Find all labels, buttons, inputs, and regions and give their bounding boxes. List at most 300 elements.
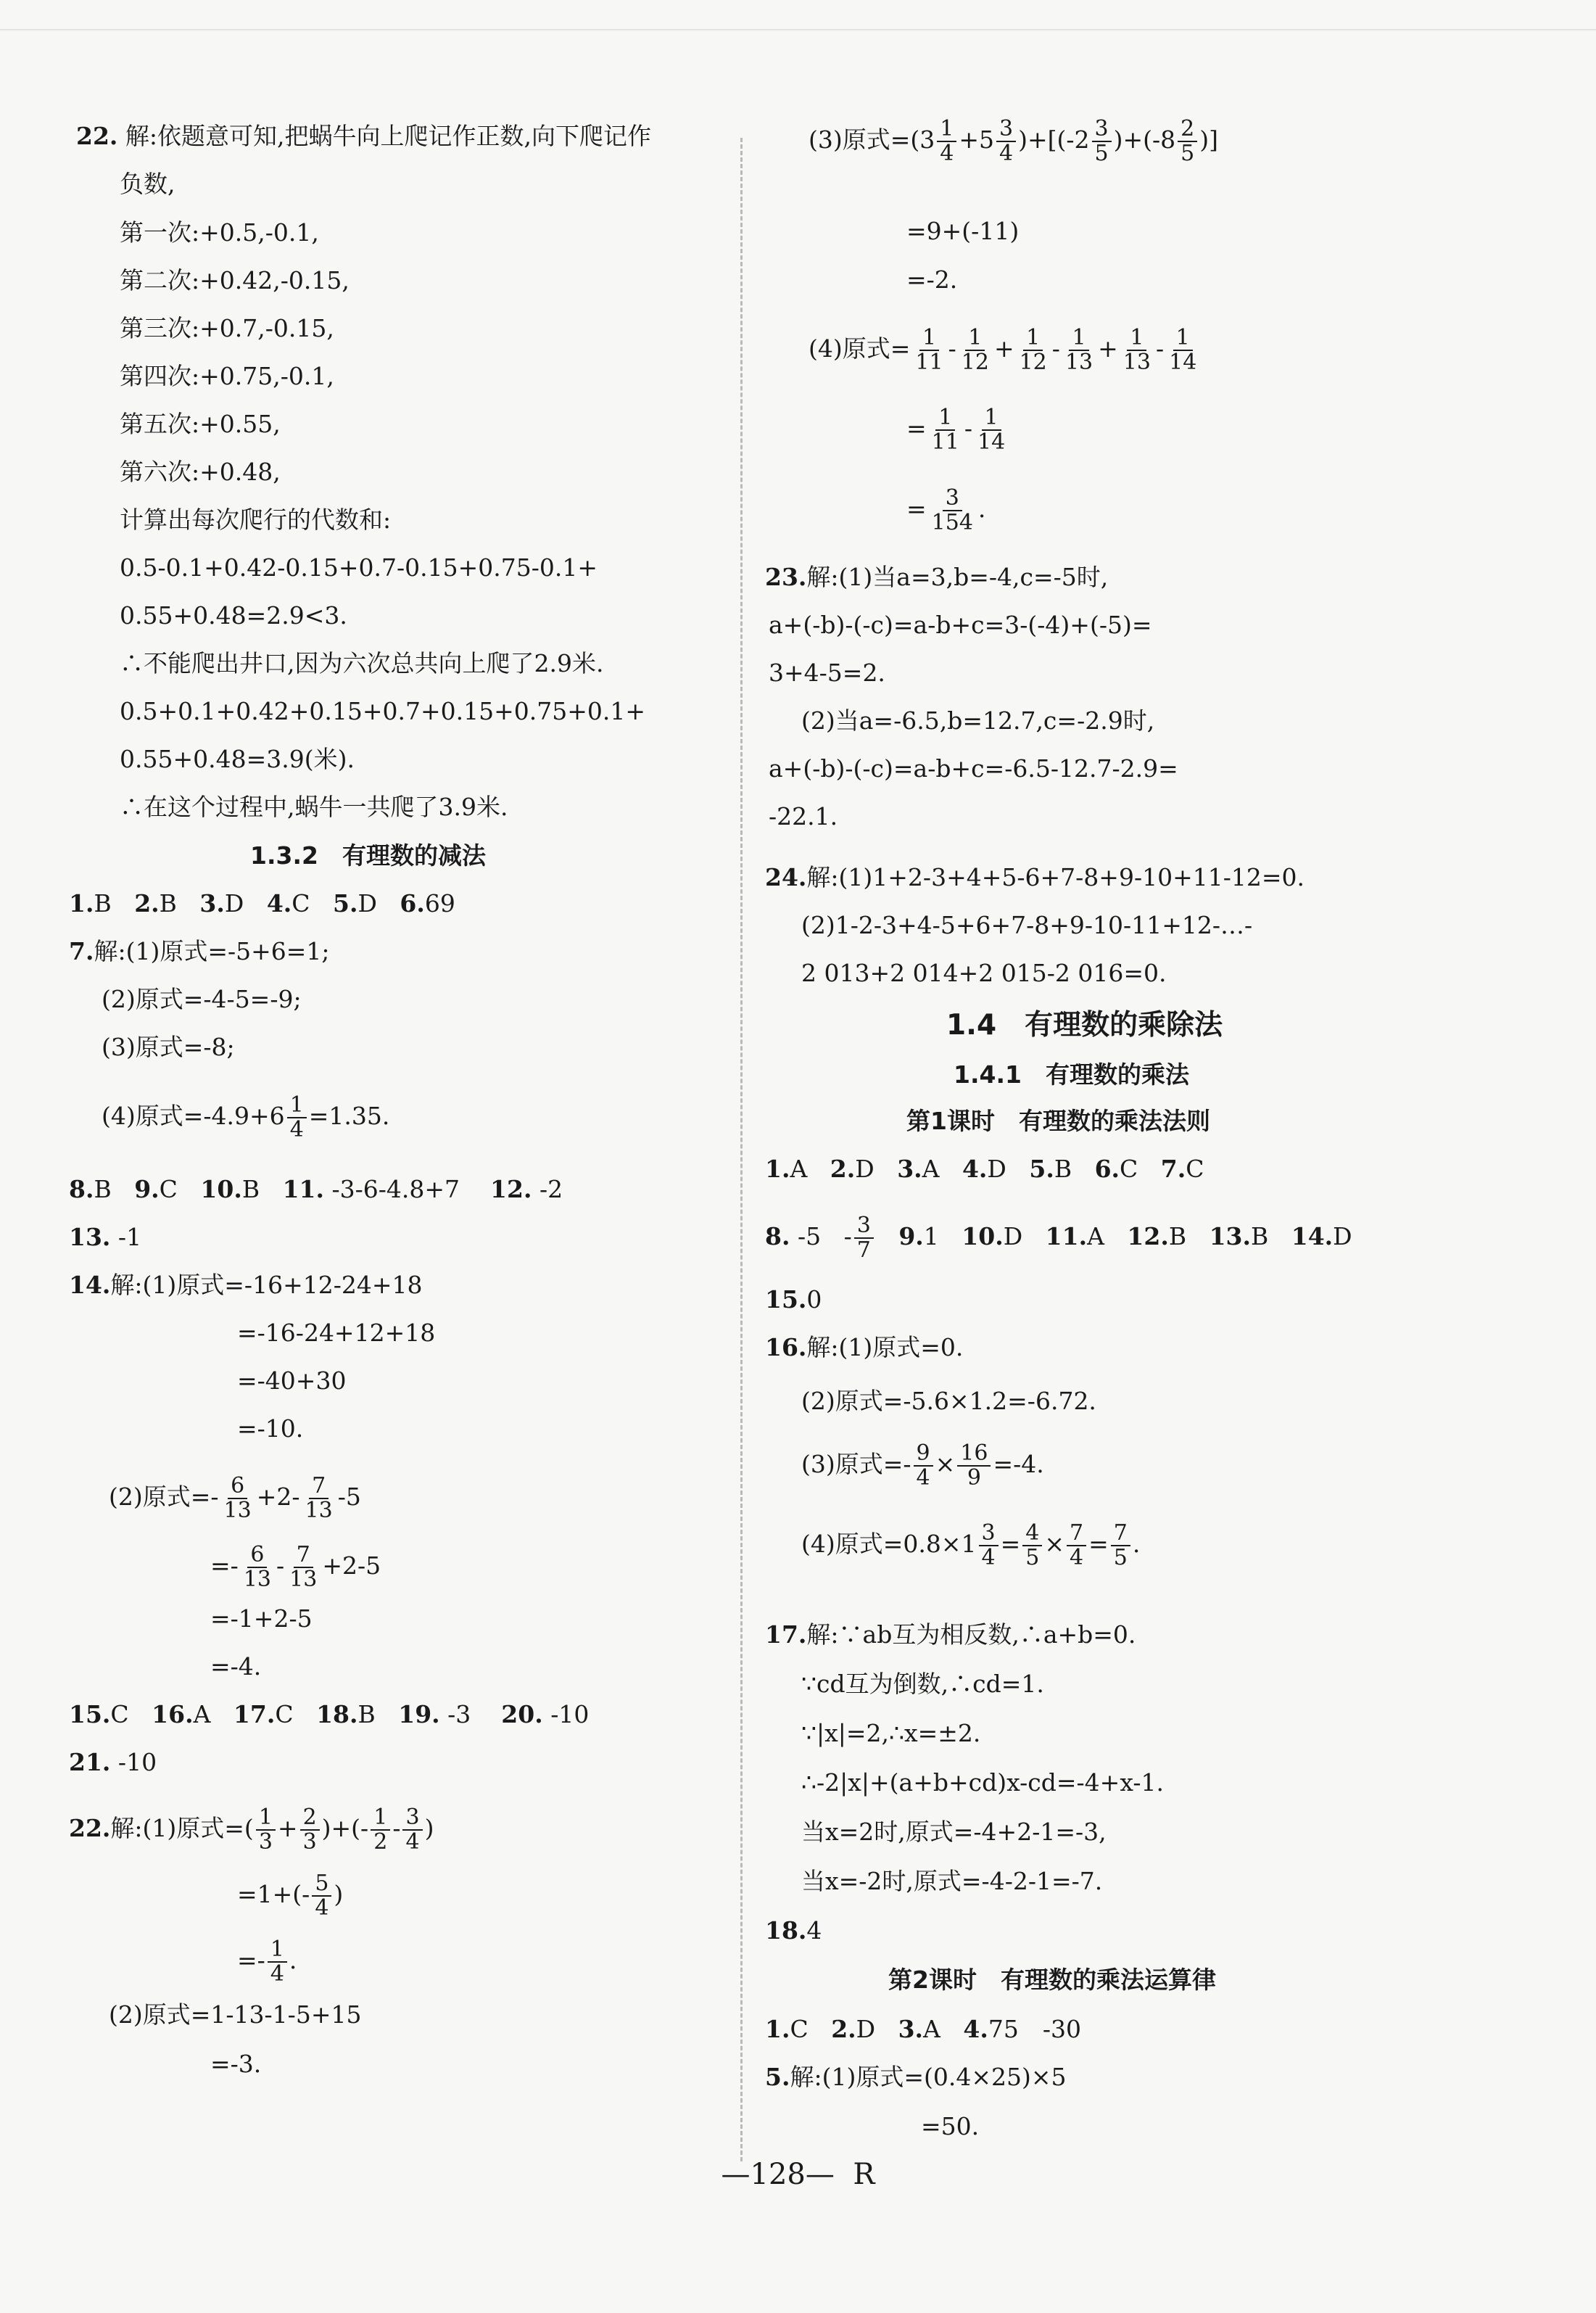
q7-line3: (3)原式=-8;	[102, 1033, 235, 1061]
denominator: 5	[1181, 141, 1195, 166]
denominator: 4	[1070, 1545, 1084, 1570]
denominator: 3	[302, 1829, 317, 1855]
lesson-2-heading: 第2课时 有理数的乘法运算律	[888, 1966, 1216, 1994]
text: =	[906, 495, 927, 523]
text: +2-5	[322, 1551, 381, 1580]
q22-line: 计算出每次爬行的代数和:	[120, 506, 392, 534]
q14-line3: =-40+30	[237, 1366, 347, 1395]
numerator: 7	[1067, 1522, 1086, 1546]
denominator: 5	[1094, 141, 1109, 166]
operator: -	[948, 334, 956, 363]
numerator: 1	[919, 326, 939, 351]
text: =	[1088, 1530, 1109, 1558]
answer: D	[855, 1155, 875, 1183]
numerator: 1	[287, 1094, 307, 1118]
operator: +	[1098, 334, 1118, 363]
numerator: 5	[312, 1872, 331, 1897]
q22-line: 0.55+0.48=3.9(米).	[120, 745, 355, 773]
text: 解:(1)原式=-16+12-24+18	[110, 1271, 423, 1299]
denominator: 11	[931, 429, 959, 455]
q-number: 17.	[765, 1620, 807, 1649]
answers-1-6	[69, 889, 455, 918]
denominator: 2	[373, 1829, 388, 1855]
q-number: 13.	[1209, 1222, 1251, 1250]
q23-line6: -22.1.	[769, 802, 838, 830]
q22-intro	[76, 122, 651, 151]
q22-line: 第六次:+0.48,	[120, 458, 281, 486]
text: )+[(-2	[1018, 125, 1090, 154]
answer: B	[241, 1175, 260, 1203]
fraction	[302, 1475, 336, 1522]
q-number: 22.	[76, 122, 118, 150]
q7-line2: (2)原式=-4-5=-9;	[102, 985, 302, 1013]
fraction	[268, 1938, 287, 1986]
fraction	[959, 326, 992, 374]
fraction	[371, 1806, 390, 1854]
text: (2)原式=-	[109, 1483, 219, 1511]
operator: -	[964, 414, 972, 442]
answer: C	[790, 2015, 809, 2043]
q23-line3: 3+4-5=2.	[769, 659, 885, 687]
answers-1-7	[765, 1155, 1204, 1184]
text: 解:(1)1+2-3+4+5-6+7-8+9-10+11-12=0.	[806, 863, 1305, 891]
answer: -2	[539, 1175, 563, 1203]
fraction	[929, 487, 976, 535]
q-number: 16.	[765, 1333, 807, 1361]
q22-line: 0.5+0.1+0.42+0.15+0.7+0.15+0.75+0.1+	[120, 697, 646, 725]
text: =	[1000, 1530, 1021, 1558]
answer-sign: -	[843, 1222, 852, 1250]
q7-line4	[102, 1094, 389, 1142]
fraction	[312, 1872, 331, 1920]
q-number: 8.	[765, 1222, 790, 1250]
q24-line3: 2 013+2 014+2 015-2 016=0.	[801, 959, 1167, 987]
q-number: 15.	[765, 1285, 807, 1314]
text: -	[392, 1814, 401, 1842]
answer: D	[1333, 1222, 1352, 1250]
denominator: 3	[258, 1829, 273, 1855]
denominator: 5	[1113, 1545, 1128, 1570]
answers-15-20	[69, 1700, 589, 1729]
text: (4)原式=	[809, 334, 911, 363]
text: (4)原式=0.8×1	[801, 1530, 977, 1558]
q22b-line4: (2)原式=1-13-1-5+15	[109, 2000, 362, 2029]
answer: C	[159, 1175, 178, 1203]
answer: D	[224, 889, 244, 918]
p3-line1	[809, 117, 1218, 165]
numerator: 2	[1178, 117, 1197, 142]
q14-line7: =-1+2-5	[210, 1604, 313, 1633]
denominator: 13	[305, 1498, 333, 1523]
q-number: 21.	[69, 1748, 111, 1776]
q-number: 14.	[1291, 1222, 1334, 1250]
fraction	[1017, 326, 1050, 374]
fraction	[402, 1806, 422, 1854]
q23-line1	[765, 563, 1108, 592]
answer: A	[193, 1700, 211, 1728]
q14-line1	[69, 1271, 423, 1300]
q-number: 14.	[69, 1271, 111, 1299]
page-number: 128	[750, 2158, 806, 2191]
fraction	[929, 406, 962, 454]
q16-line1	[765, 1333, 963, 1362]
fraction	[975, 406, 1008, 454]
q23-line4: (2)当a=-6.5,b=12.7,c=-2.9时,	[801, 706, 1155, 735]
q-number: 5.	[765, 2063, 790, 2091]
text: 解:(1)当a=3,b=-4,c=-5时,	[806, 563, 1109, 591]
q22-intro2: 负数,	[120, 170, 175, 198]
q-number: 3.	[898, 2015, 924, 2043]
q22-line: 第三次:+0.7,-0.15,	[120, 314, 334, 342]
answer: B	[1168, 1222, 1187, 1250]
answer: 1	[923, 1222, 939, 1250]
answer: C	[110, 1700, 129, 1728]
text: -5	[337, 1483, 361, 1511]
q-number: 3.	[897, 1155, 922, 1183]
numerator: 6	[247, 1543, 267, 1568]
q22-line: 第二次:+0.42,-0.15,	[120, 266, 350, 294]
q14-line5	[109, 1475, 361, 1522]
q24-line1	[765, 863, 1304, 892]
numerator: 3	[854, 1214, 874, 1239]
q-number: 2.	[831, 2015, 856, 2043]
answer: 75 -30	[988, 2015, 1081, 2043]
text: )	[334, 1880, 344, 1908]
operator: -	[1155, 334, 1165, 363]
text: =-	[210, 1551, 239, 1580]
q16-line2: (2)原式=-5.6×1.2=-6.72.	[801, 1387, 1096, 1415]
section-heading-1-4: 1.4 有理数的乘除法	[946, 1009, 1223, 1042]
answer: -5	[797, 1222, 822, 1250]
q22-line: 第一次:+0.5,-0.1,	[120, 218, 319, 247]
text: .	[289, 1946, 297, 1974]
answer: D	[1003, 1222, 1023, 1250]
answer: B	[1250, 1222, 1269, 1250]
q17-line3: ∵|x|=2,∴x=±2.	[801, 1719, 981, 1747]
fraction	[996, 117, 1016, 165]
answer: -3	[447, 1700, 471, 1728]
q22-line: 0.5-0.1+0.42-0.15+0.7-0.15+0.75-0.1+	[120, 553, 598, 582]
answer: B	[94, 889, 112, 918]
text: )	[424, 1814, 434, 1842]
q14-line8: =-4.	[210, 1652, 262, 1681]
denominator: 13	[1064, 350, 1093, 375]
q14-line2: =-16-24+12+18	[237, 1319, 436, 1347]
q23-line5: a+(-b)-(-c)=a-b+c=-6.5-12.7-2.9=	[769, 754, 1178, 783]
answer: C	[1120, 1155, 1138, 1183]
q7-line1	[69, 937, 330, 966]
fraction	[1120, 326, 1154, 374]
q14-line4: =-10.	[237, 1414, 304, 1443]
q-number: 22.	[69, 1814, 111, 1842]
q-number: 18.	[316, 1700, 358, 1728]
answer: C	[292, 889, 310, 918]
denominator: 4	[289, 1117, 304, 1142]
text: 解:(1)原式=-5+6=1;	[94, 937, 330, 965]
q-number: 6.	[400, 889, 425, 918]
denominator: 5	[1025, 1545, 1040, 1570]
q-number: 8.	[69, 1175, 94, 1203]
denominator: 7	[856, 1237, 871, 1263]
fraction	[979, 1522, 998, 1570]
numerator: 2	[300, 1806, 320, 1831]
q22-line: ∴不能爬出井口,因为六次总共向上爬了2.9米.	[120, 649, 604, 677]
numerator: 1	[1069, 326, 1088, 351]
numerator: 1	[268, 1938, 287, 1963]
operator: -	[1051, 334, 1060, 363]
answers-8-12	[69, 1175, 563, 1204]
answer-18	[765, 1916, 822, 1945]
denominator: 4	[916, 1465, 930, 1491]
text: .	[977, 495, 986, 523]
denominator: 14	[1169, 350, 1197, 375]
denominator: 14	[977, 429, 1006, 455]
q-number: 24.	[765, 863, 807, 891]
fraction	[1022, 1522, 1042, 1570]
edition-mark: R	[853, 2158, 875, 2191]
q-number: 10.	[962, 1222, 1004, 1250]
q-number: 4.	[266, 889, 292, 918]
q-number: 5.	[1029, 1155, 1054, 1183]
q16-line3	[801, 1442, 1044, 1490]
text: 解:(1)原式=0.	[806, 1333, 964, 1361]
fraction	[287, 1094, 307, 1142]
fraction	[286, 1543, 320, 1591]
q-number: 11.	[1045, 1222, 1088, 1250]
text: (3)原式=(3	[809, 125, 935, 154]
q17-line2: ∵cd互为倒数,∴cd=1.	[801, 1670, 1044, 1698]
q-number: 3.	[199, 889, 225, 918]
text: 解:∵ab互为相反数,∴a+b=0.	[806, 1620, 1136, 1649]
answer: A	[922, 1155, 940, 1183]
q-number: 1.	[765, 1155, 790, 1183]
denominator: 4	[315, 1895, 329, 1921]
q-number: 4.	[962, 1155, 988, 1183]
text: (3)原式=-	[801, 1450, 911, 1478]
answer: 69	[424, 889, 455, 918]
answer-13	[69, 1223, 141, 1252]
fraction	[937, 117, 956, 165]
answer: -10	[117, 1748, 157, 1776]
fraction	[1111, 1522, 1130, 1570]
q22b-line2	[237, 1872, 343, 1920]
answer: B	[357, 1700, 376, 1728]
answer: A	[790, 1155, 808, 1183]
numerator: 1	[256, 1806, 276, 1831]
q17-line6: 当x=-2时,原式=-4-2-1=-7.	[801, 1867, 1103, 1895]
answer: D	[987, 1155, 1006, 1183]
numerator: 3	[979, 1522, 998, 1546]
denominator: 9	[967, 1465, 981, 1491]
answer-21	[69, 1748, 157, 1777]
answer: 4	[806, 1916, 822, 1945]
fraction	[957, 1442, 991, 1490]
fraction	[300, 1806, 320, 1854]
q14-line6	[210, 1543, 381, 1591]
denominator: 154	[931, 510, 973, 535]
answer: B	[94, 1175, 112, 1203]
text: =-	[237, 1946, 265, 1974]
fraction	[221, 1475, 255, 1522]
denominator: 4	[405, 1829, 420, 1855]
p3-line3: =-2.	[906, 265, 958, 294]
answers-8-14	[765, 1214, 1352, 1262]
q-number: 11.	[282, 1175, 324, 1203]
q-number: 15.	[69, 1700, 111, 1728]
numerator: 4	[1022, 1522, 1042, 1546]
q-number: 18.	[765, 1916, 807, 1945]
answer: C	[1186, 1155, 1204, 1183]
q-number: 1.	[69, 889, 94, 918]
numerator: 7	[1111, 1522, 1130, 1546]
denominator: 11	[915, 350, 943, 375]
denominator: 13	[289, 1567, 318, 1592]
q-number: 19.	[398, 1700, 440, 1728]
fraction	[1092, 117, 1112, 165]
numerator: 1	[965, 326, 985, 351]
q22-line: ∴在这个过程中,蜗牛一共爬了3.9米.	[120, 793, 508, 821]
section-heading-1-4-1: 1.4.1 有理数的乘法	[954, 1060, 1189, 1089]
answer: D	[856, 2015, 876, 2043]
numerator: 1	[1173, 326, 1193, 351]
section-heading-1-3-2: 1.3.2 有理数的减法	[250, 841, 486, 870]
fraction	[1166, 326, 1199, 374]
text: +2-	[256, 1483, 300, 1511]
numerator: 3	[996, 117, 1016, 142]
q24-line2: (2)1-2-3+4-5+6+7-8+9-10-11+12-…-	[801, 911, 1253, 939]
answer: D	[357, 889, 377, 918]
denominator: 4	[270, 1961, 284, 1987]
q-number: 4.	[963, 2015, 988, 2043]
numerator: 1	[935, 406, 955, 431]
q5-line1	[765, 2063, 1066, 2092]
fraction	[1178, 117, 1197, 165]
text: 解:(1)原式=(0.4×25)×5	[790, 2063, 1067, 2091]
q-number: 10.	[200, 1175, 242, 1203]
q-number: 20.	[501, 1700, 543, 1728]
q22-line: 0.55+0.48=2.9<3.	[120, 601, 347, 630]
denominator: 4	[981, 1545, 996, 1570]
numerator: 9	[914, 1442, 933, 1467]
numerator: 1	[371, 1806, 390, 1831]
q16-line4	[801, 1522, 1140, 1570]
answer: B	[1054, 1155, 1072, 1183]
answer: -1	[117, 1223, 142, 1251]
text: =	[906, 414, 927, 442]
text: (4)原式=-4.9+6	[102, 1102, 285, 1130]
text: ×	[935, 1450, 956, 1478]
q-number: 12.	[490, 1175, 532, 1203]
q-number: 9.	[134, 1175, 160, 1203]
denominator: 4	[940, 141, 954, 166]
q22b-line1	[69, 1806, 434, 1854]
numerator: 3	[1092, 117, 1112, 142]
q22-line: 第五次:+0.55,	[120, 410, 281, 438]
q-number: 5.	[333, 889, 358, 918]
fraction	[256, 1806, 276, 1854]
numerator: 3	[402, 1806, 422, 1831]
p4-line3	[906, 487, 985, 535]
denominator: 13	[243, 1567, 271, 1592]
numerator: 6	[228, 1475, 247, 1499]
q22-line: 第四次:+0.75,-0.1,	[120, 362, 334, 390]
numerator: 3	[943, 487, 962, 511]
q-number: 16.	[152, 1700, 194, 1728]
numerator: 1	[1127, 326, 1146, 351]
text: =1+(-	[237, 1880, 310, 1908]
text: =-4.	[993, 1450, 1044, 1478]
q23-line2: a+(-b)-(-c)=a-b+c=3-(-4)+(-5)=	[769, 611, 1152, 639]
denominator: 13	[223, 1498, 252, 1523]
denominator: 12	[1019, 350, 1047, 375]
q-number: 9.	[898, 1222, 924, 1250]
operator: +	[993, 334, 1014, 363]
text: +5	[959, 125, 995, 154]
q22b-line5: =-3.	[210, 2050, 262, 2078]
page-footer: —128— R	[721, 2158, 875, 2191]
text: ×	[1044, 1530, 1065, 1558]
denominator: 4	[999, 141, 1014, 166]
answer-15	[765, 1285, 822, 1314]
numerator: 1	[1023, 326, 1043, 351]
q17-line1	[765, 1620, 1136, 1649]
column-divider	[740, 138, 743, 2161]
fraction	[914, 1442, 933, 1490]
answer: A	[923, 2015, 940, 2043]
q-number: 17.	[233, 1700, 276, 1728]
numerator: 7	[309, 1475, 328, 1499]
q5-line2: =50.	[921, 2112, 980, 2140]
top-rule	[0, 29, 1596, 30]
numerator: 7	[294, 1543, 313, 1568]
numerator: 16	[957, 1442, 991, 1467]
text: 解:依题意可知,把蜗牛向上爬记作正数,向下爬记作	[125, 122, 652, 150]
q-number: 23.	[765, 563, 807, 591]
q-number: 1.	[765, 2015, 790, 2043]
fraction	[854, 1214, 874, 1262]
text: .	[1132, 1530, 1141, 1558]
fraction	[241, 1543, 274, 1591]
denominator: 12	[961, 350, 989, 375]
answer: C	[275, 1700, 294, 1728]
q17-line4: ∴-2|x|+(a+b+cd)x-cd=-4+x-1.	[801, 1768, 1164, 1797]
answers-1-4	[765, 2015, 1081, 2044]
q-number: 2.	[830, 1155, 856, 1183]
text: =1.35.	[308, 1102, 390, 1130]
lesson-1-heading: 第1课时 有理数的乘法法则	[906, 1107, 1210, 1135]
numerator: 1	[982, 406, 1001, 431]
text: )+(-	[321, 1814, 369, 1842]
p4-line2	[906, 406, 1010, 454]
q-number: 2.	[134, 889, 160, 918]
answer: B	[159, 889, 177, 918]
fraction	[1067, 1522, 1086, 1570]
q-number: 12.	[1127, 1222, 1169, 1250]
fraction	[912, 326, 946, 374]
q22b-line3	[237, 1938, 297, 1986]
p4-line1	[809, 326, 1202, 374]
q-number: 13.	[69, 1223, 111, 1251]
p3-line2: =9+(-11)	[906, 217, 1020, 245]
text: -	[276, 1551, 285, 1580]
text: )+(-8	[1113, 125, 1176, 154]
answer: -3-6-4.8+7	[331, 1175, 460, 1203]
text: 解:(1)原式=(	[110, 1814, 254, 1842]
numerator: 1	[937, 117, 956, 142]
text: +	[277, 1814, 298, 1842]
answer: -10	[550, 1700, 590, 1728]
text: )]	[1199, 125, 1219, 154]
